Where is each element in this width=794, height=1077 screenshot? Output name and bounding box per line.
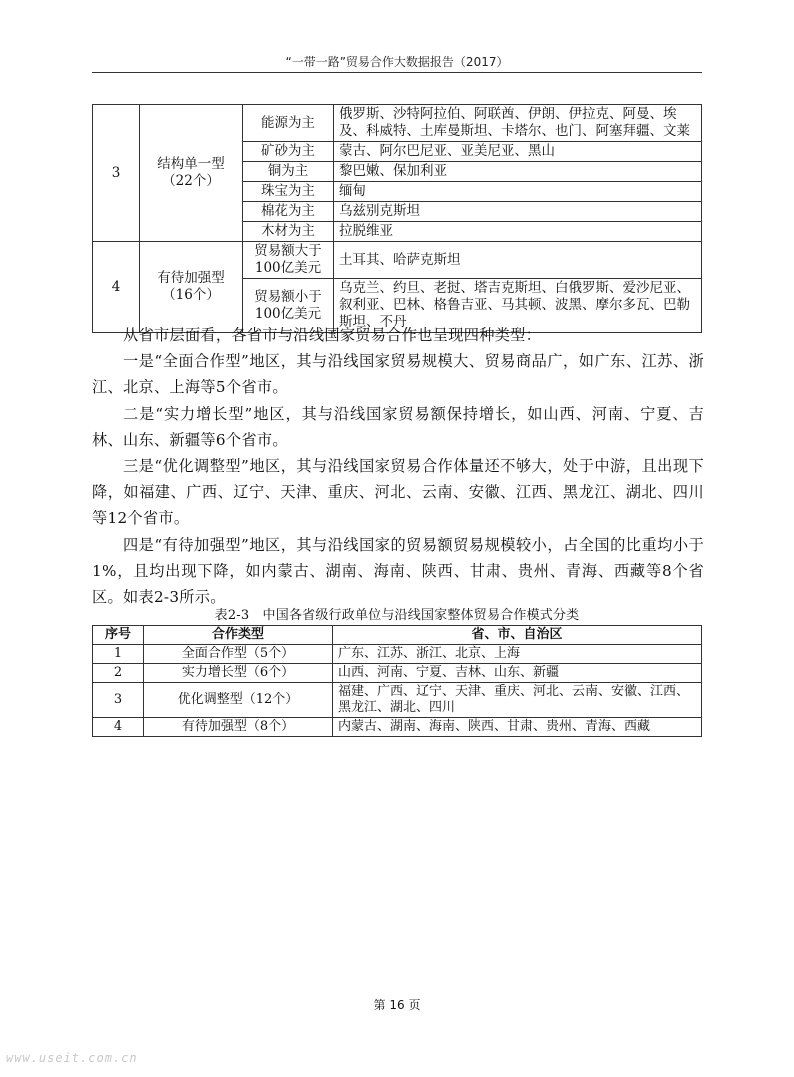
countries-cell: 乌兹别克斯坦 [334,202,702,222]
regions-cell: 广东、江苏、浙江、北京、上海 [333,645,702,664]
subtype-cell: 棉花为主 [243,202,334,222]
subtype-cell: 珠宝为主 [243,182,334,202]
group-type-label: 有待加强型 [157,270,225,286]
paragraph: 四是“有待加强型”地区，其与沿线国家的贸易额贸易规模较小，占全国的比重均小于1%，且均出现下降，如内蒙古、湖南、海南、陕西、甘肃、贵州、青海、西藏等8个省区。如表2-3所示。 [92,535,704,607]
group-number: 4 [93,242,140,333]
cooperation-type: 全面合作型（5个） [144,645,333,664]
subtype-cell: 矿砂为主 [243,142,334,162]
regions-cell: 山西、河南、宁夏、吉林、山东、新疆 [333,664,702,683]
watermark: www.useit.com.cn [6,1051,138,1065]
paragraph: 从省市层面看，各省市与沿线国家贸易合作也呈现四种类型： [123,326,542,344]
countries-cell: 黎巴嫩、保加利亚 [334,162,702,182]
paragraph: 三是“优化调整型”地区，其与沿线国家贸易合作体量还不够大，处于中游，且出现下降，如福建、广西、辽宁、天津、重庆、河北、云南、安徽、江西、黑龙江、湖北、四川等12个省市。 [92,457,704,528]
paragraph: 一是“全面合作型”地区，其与沿线国家贸易规模大、贸易商品广，如广东、江苏、浙江、北京、上海等5个省市。 [92,352,704,397]
table-header-row [93,626,702,645]
column-header: 序号 [93,626,144,645]
body-text [92,322,704,610]
province-classification-table [92,625,702,737]
group-count: （16个） [162,287,220,303]
row-number: 3 [93,683,144,718]
paragraph: 二是“实力增长型”地区，其与沿线国家贸易额保持增长，如山西、河南、宁夏、吉林、山东、新疆等6个省市。 [92,404,704,449]
regions-cell: 福建、广西、辽宁、天津、重庆、河北、云南、安徽、江西、黑龙江、湖北、四川 [333,683,702,718]
countries-cell: 蒙古、阿尔巴尼亚、亚美尼亚、黑山 [334,142,702,162]
group-number: 3 [93,105,140,242]
header-rule [92,72,702,73]
country-classification-table [92,104,702,333]
group-type [140,105,243,242]
countries-cell: 土耳其、哈萨克斯坦 [334,242,702,279]
table-row [93,645,702,664]
table-row [93,105,702,142]
table-row [93,718,702,737]
countries-cell: 俄罗斯、沙特阿拉伯、阿联酋、伊朗、伊拉克、阿曼、埃及、科威特、土库曼斯坦、卡塔尔、也门、阿塞拜疆、文莱 [334,105,702,142]
countries-cell: 拉脱维亚 [334,222,702,242]
subtype-cell: 贸易额小于100亿美元 [243,279,334,333]
table-caption: 表2-3 中国各省级行政单位与沿线国家整体贸易合作模式分类 [214,608,580,623]
table-row [93,664,702,683]
cooperation-type: 有待加强型（8个） [144,718,333,737]
subtype-cell: 木材为主 [243,222,334,242]
row-number: 1 [93,645,144,664]
row-number: 4 [93,718,144,737]
subtype-cell: 铜为主 [243,162,334,182]
row-number: 2 [93,664,144,683]
column-header: 合作类型 [144,626,333,645]
table-row [93,683,702,718]
regions-cell: 内蒙古、湖南、海南、陕西、甘肃、贵州、青海、西藏 [333,718,702,737]
group-type [140,242,243,333]
table-row [93,242,702,279]
subtype-cell: 能源为主 [243,105,334,142]
page-number: 第 16 页 [373,998,421,1012]
cooperation-type: 实力增长型（6个） [144,664,333,683]
countries-cell: 乌克兰、约旦、老挝、塔吉克斯坦、白俄罗斯、爱沙尼亚、叙利亚、巴林、格鲁吉亚、马其顿、波黑、摩尔多瓦、巴勒斯坦、不丹 [334,279,702,333]
group-count: （22个） [162,173,220,189]
report-header: “一带一路”贸易合作大数据报告（2017） [285,55,509,69]
column-header: 省、市、自治区 [333,626,702,645]
group-type-label: 结构单一型 [157,156,225,172]
countries-cell: 缅甸 [334,182,702,202]
cooperation-type: 优化调整型（12个） [144,683,333,718]
subtype-cell: 贸易额大于100亿美元 [243,242,334,279]
